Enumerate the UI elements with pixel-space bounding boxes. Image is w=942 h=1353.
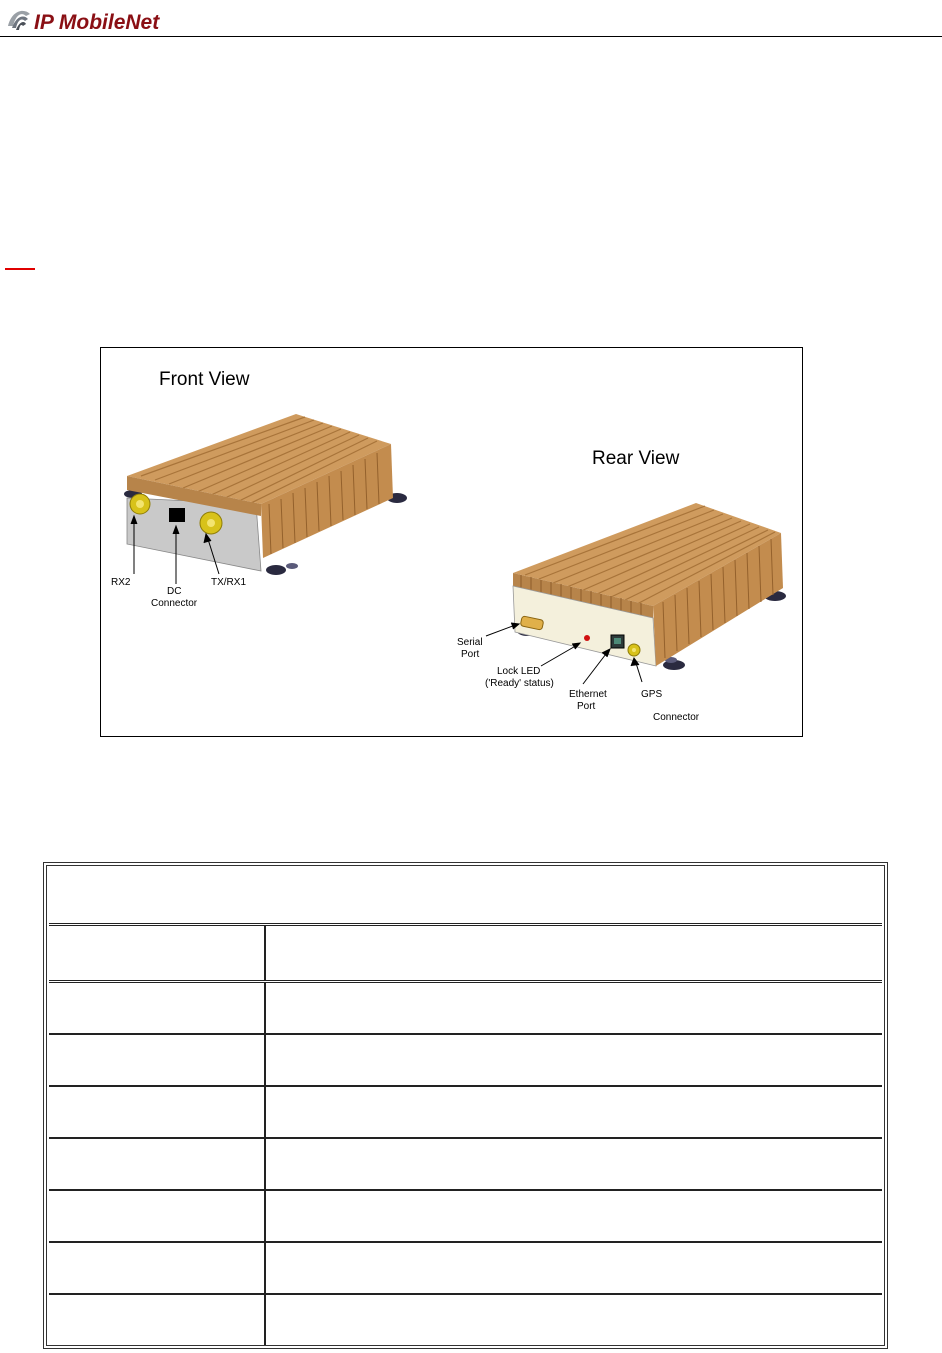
table-cell-text — [49, 1295, 264, 1315]
table-cell — [49, 1087, 266, 1137]
txrx1-label: TX/RX1 — [211, 577, 247, 588]
table-cell — [266, 1295, 882, 1345]
table-cell-text — [49, 1139, 264, 1159]
table-cell-text — [266, 1035, 882, 1055]
dc-label-line2: Connector — [151, 598, 198, 609]
lock-led-icon — [584, 635, 590, 641]
table-row — [49, 1295, 882, 1345]
table-row — [49, 1087, 882, 1139]
table-cell-text — [266, 1243, 882, 1263]
table-cell-text — [266, 1191, 882, 1211]
table-cell — [49, 1295, 266, 1345]
table-cell — [49, 1243, 266, 1293]
table-cell-text — [266, 983, 882, 1003]
serial-label-line1: Serial — [457, 637, 483, 648]
rear-unit-illustration — [457, 503, 786, 723]
table-cell — [266, 1087, 882, 1137]
table-cell — [49, 1191, 266, 1241]
gps-label-line2: Connector — [653, 712, 700, 723]
table-cell — [266, 1139, 882, 1189]
dc-connector-icon — [169, 508, 185, 522]
table-cell — [49, 1035, 266, 1085]
table-cell-text — [49, 1191, 264, 1211]
lock-led-label-line1: Lock LED — [497, 666, 541, 677]
table-cell — [266, 1035, 882, 1085]
logo-mark-icon — [8, 11, 30, 30]
table-row — [49, 983, 882, 1035]
table-row — [49, 1191, 882, 1243]
table-row — [49, 1139, 882, 1191]
product-figure — [100, 347, 803, 737]
table-header-row — [49, 926, 882, 983]
table-cell-text — [49, 1087, 264, 1107]
company-logo — [6, 6, 196, 36]
table-header-cell — [49, 926, 266, 980]
product-illustration — [101, 348, 803, 737]
txrx1-connector-icon — [200, 512, 222, 534]
front-unit-illustration — [111, 414, 407, 609]
table-cell-text — [266, 1087, 882, 1107]
spec-table — [43, 862, 888, 1349]
header-rule — [0, 36, 942, 37]
front-view-title: Front View — [159, 369, 250, 390]
table-cell — [266, 1243, 882, 1293]
serial-label-line2: Port — [461, 649, 480, 660]
table-row — [49, 1035, 882, 1087]
table-title — [49, 868, 882, 888]
rx2-label: RX2 — [111, 577, 131, 588]
dc-label-line1: DC — [167, 586, 182, 597]
table-cell — [49, 1139, 266, 1189]
logo-text: IP MobileNet — [34, 11, 160, 34]
table-row — [49, 1243, 882, 1295]
table-header-text — [266, 926, 882, 946]
table-cell — [49, 983, 266, 1033]
table-cell-text — [266, 1295, 882, 1315]
table-cell — [266, 983, 882, 1033]
table-cell-text — [49, 983, 264, 1003]
table-cell-text — [266, 1139, 882, 1159]
table-cell — [266, 1191, 882, 1241]
red-edit-mark — [5, 268, 35, 270]
rear-view-title: Rear View — [592, 448, 680, 469]
gps-label-line1: GPS — [641, 689, 663, 700]
rx2-connector-icon — [130, 494, 150, 514]
table-header-text — [49, 926, 264, 946]
table-title-row — [49, 868, 882, 926]
ethernet-label-line1: Ethernet — [569, 689, 607, 700]
ethernet-label-line2: Port — [577, 701, 596, 712]
gps-connector-icon — [628, 644, 640, 656]
table-cell-text — [49, 1035, 264, 1055]
table-header-cell — [266, 926, 882, 980]
table-cell-text — [49, 1243, 264, 1263]
lock-led-label-line2: ('Ready' status) — [485, 678, 554, 689]
